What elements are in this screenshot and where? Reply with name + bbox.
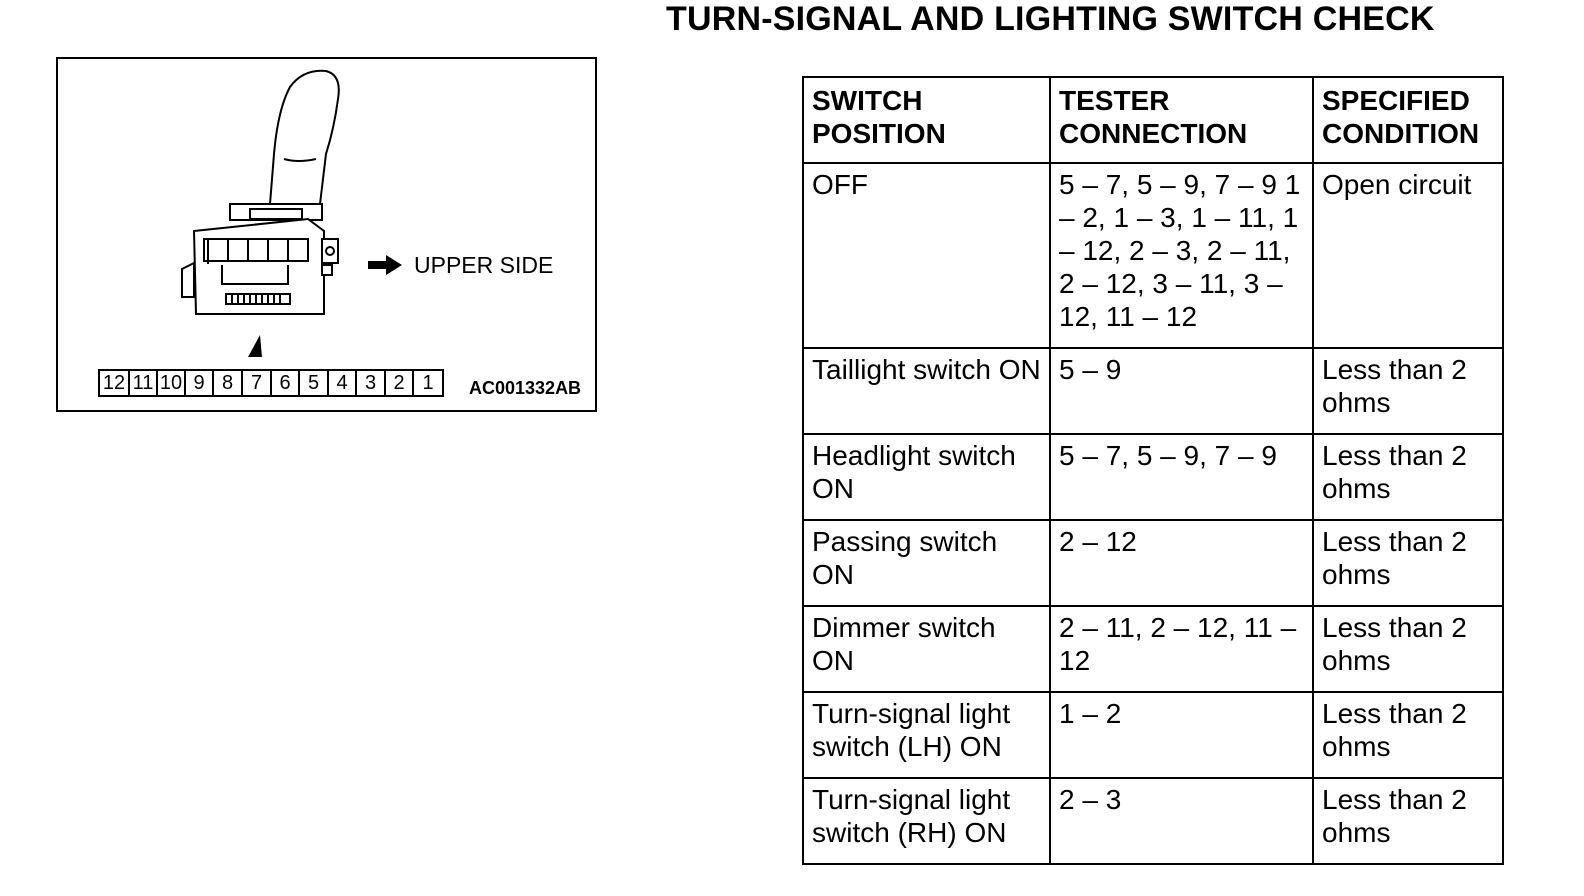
pin-label: 12 xyxy=(100,371,130,395)
cell-tester-connection: 2 – 3 xyxy=(1050,778,1313,864)
cell-switch-position: Headlight switch ON xyxy=(803,434,1050,520)
cell-tester-connection: 5 – 9 xyxy=(1050,348,1313,434)
pin-label: 4 xyxy=(329,371,357,395)
pin-label: 2 xyxy=(386,371,414,395)
pin-label: 7 xyxy=(243,371,272,395)
cell-specified-condition: Open circuit xyxy=(1313,163,1503,348)
cell-specified-condition: Less than 2 ohms xyxy=(1313,692,1503,778)
table-row xyxy=(803,606,1503,692)
cell-tester-connection: 5 – 7, 5 – 9, 7 – 9 1 – 2, 1 – 3, 1 – 11, 1 – 12, 2 – 3, 2 – 11, 2 – 12, 3 – 11, 3 – 12, 11 – 12 xyxy=(1050,163,1313,348)
table-row xyxy=(803,434,1503,520)
cell-switch-position: Turn-signal light switch (RH) ON xyxy=(803,778,1050,864)
cell-specified-condition: Less than 2 ohms xyxy=(1313,434,1503,520)
cell-tester-connection: 2 – 11, 2 – 12, 11 – 12 xyxy=(1050,606,1313,692)
header-specified-condition: SPECIFIED CONDITION xyxy=(1313,77,1503,163)
table-row xyxy=(803,692,1503,778)
cell-tester-connection: 2 – 12 xyxy=(1050,520,1313,606)
cell-specified-condition: Less than 2 ohms xyxy=(1313,348,1503,434)
switch-drawing xyxy=(58,59,599,414)
pin-label: 10 xyxy=(158,371,186,395)
header-tester-connection: TESTER CONNECTION xyxy=(1050,77,1313,163)
switch-check-table xyxy=(802,76,1504,865)
cell-switch-position: Dimmer switch ON xyxy=(803,606,1050,692)
cell-specified-condition: Less than 2 ohms xyxy=(1313,606,1503,692)
pin-label: 11 xyxy=(130,371,158,395)
figure-code: AC001332AB xyxy=(469,378,582,398)
cell-tester-connection: 1 – 2 xyxy=(1050,692,1313,778)
pointer-arrow-icon xyxy=(248,335,262,357)
pin-label: 8 xyxy=(214,371,243,395)
cell-specified-condition: Less than 2 ohms xyxy=(1313,778,1503,864)
table-row xyxy=(803,520,1503,606)
table-row xyxy=(803,163,1503,348)
arrow-right-icon xyxy=(368,255,402,275)
switch-illustration-panel xyxy=(56,57,597,412)
table-row xyxy=(803,348,1503,434)
cell-switch-position: OFF xyxy=(803,163,1050,348)
cell-specified-condition: Less than 2 ohms xyxy=(1313,520,1503,606)
header-switch-position: SWITCH POSITION xyxy=(803,77,1050,163)
pin-label: 1 xyxy=(422,372,434,394)
table-header-row xyxy=(803,77,1503,163)
cell-switch-position: Taillight switch ON xyxy=(803,348,1050,434)
page-title: TURN-SIGNAL AND LIGHTING SWITCH CHECK xyxy=(666,0,1435,38)
pin-label: 5 xyxy=(300,371,329,395)
cell-tester-connection: 5 – 7, 5 – 9, 7 – 9 xyxy=(1050,434,1313,520)
upper-side-label: UPPER SIDE xyxy=(414,252,554,278)
pin-label: 3 xyxy=(357,371,386,395)
pin-label: 6 xyxy=(272,371,300,395)
table-row xyxy=(803,778,1503,864)
connector-pin-row xyxy=(98,369,444,397)
cell-switch-position: Passing switch ON xyxy=(803,520,1050,606)
pin-label: 9 xyxy=(186,371,214,395)
cell-switch-position: Turn-signal light switch (LH) ON xyxy=(803,692,1050,778)
